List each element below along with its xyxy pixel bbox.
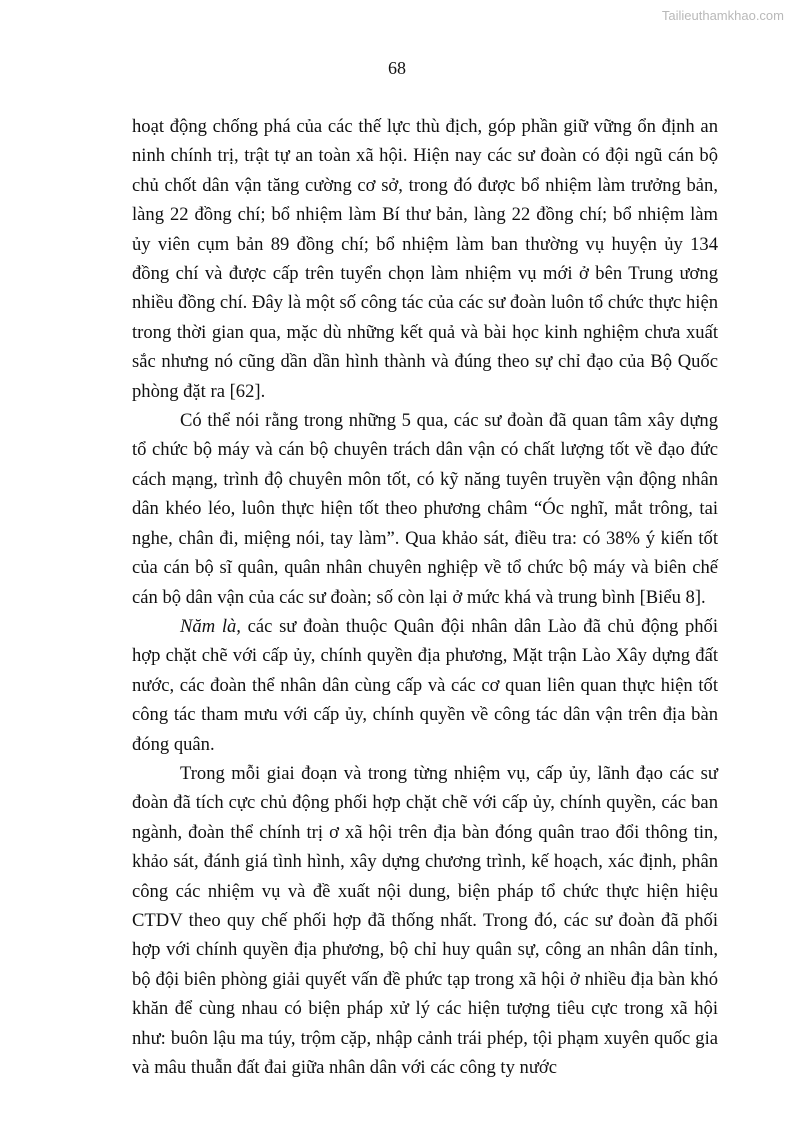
paragraph-1 [132, 112, 718, 406]
paragraph-2-text: Có thể nói rằng trong những 5 qua, các sư đoàn đã quan tâm xây dựng tổ chức bộ máy và cán bộ chuyên trách dân vận có chất lượng tốt về đạo đức cách mạng, trình độ chuyên môn tốt, có kỹ năng tuyên truyền vận động nhân dân khéo léo, luôn thực hiện tốt theo phương châm “Óc nghĩ, mắt trông, tai nghe, chân đi, miệng nói, tay làm”. Qua khảo sát, điều tra: có 38% ý kiến tốt của cán bộ sĩ quân, quân nhân chuyên nghiệp về tổ chức bộ máy và biên chế cán bộ dân vận của các sư đoàn; số còn lại ở mức khá và trung bình [Biểu 8]. [132, 410, 718, 608]
watermark: Tailieuthamkhao.com [661, 8, 784, 23]
paragraph-1-text: hoạt động chống phá của các thế lực thù địch, góp phần giữ vững ổn định an ninh chính trị, trật tự an toàn xã hội. Hiện nay các sư đoàn có đội ngũ cán bộ chủ chốt dân vận tăng cường cơ sở, trong đó được bổ nhiệm làm trưởng bản, làng 22 đồng chí; bổ nhiệm làm Bí thư bản, làng 22 đồng chí; bổ nhiệm làm ủy viên cụm bản 89 đồng chí; bổ nhiệm làm ban thường vụ huyện ủy 134 đồng chí và được cấp trên tuyển chọn làm nhiệm vụ mới ở bên Trung ương nhiều đồng chí. Đây là một số công tác của các sư đoàn luôn tổ chức thực hiện trong thời gian qua, mặc dù những kết quả và bài học kinh nghiệm chưa xuất sắc nhưng nó cũng dần dần hình thành và đúng theo sự chỉ đạo của Bộ Quốc phòng đặt ra [62]. [132, 116, 718, 402]
paragraph-3-lead: Năm là, [180, 615, 241, 637]
body-text [132, 112, 718, 1082]
paragraph-3-text: các sư đoàn thuộc Quân đội nhân dân Lào đã chủ động phối hợp chặt chẽ với cấp ủy, chính quyền địa phương, Mặt trận Lào Xây dựng đất nước, các đoàn thể nhân dân cùng cấp và các cơ quan liên quan thực hiện tốt công tác tham mưu với cấp ủy, chính quyền về công tác dân vận trên địa bàn đóng quân. [132, 615, 719, 755]
paragraph-4 [132, 759, 718, 1082]
paragraph-3 [132, 612, 718, 759]
page-number: 68 [388, 58, 406, 78]
paragraph-4-text: Trong mỗi giai đoạn và trong từng nhiệm vụ, cấp ủy, lãnh đạo các sư đoàn đã tích cực chủ động phối hợp chặt chẽ với cấp ủy, chính quyền, các ban ngành, đoàn thể chính trị ơ xã hội trên địa bàn đóng quân trao đổi thông tin, khảo sát, đánh giá tình hình, xây dựng chương trình, kế hoạch, xác định, phân công các nhiệm vụ và đề xuất nội dung, biện pháp tổ chức thực hiện hiệu CTDV theo quy chế phối hợp đã thống nhất. Trong đó, các sư đoàn đã phối hợp với chính quyền địa phương, bộ chỉ huy quân sự, công an nhân dân tỉnh, bộ đội biên phòng giải quyết vấn đề phức tạp trong xã hội ở nhiều địa bàn khó khăn để cùng nhau có biện pháp xử lý các hiện tượng tiêu cực trong xã hội như: buôn lậu ma túy, trộm cặp, nhập cảnh trái phép, tội phạm xuyên quốc gia và mâu thuẫn đất đai giữa nhân dân với các công ty nước [132, 762, 718, 1078]
paragraph-2 [132, 406, 718, 612]
